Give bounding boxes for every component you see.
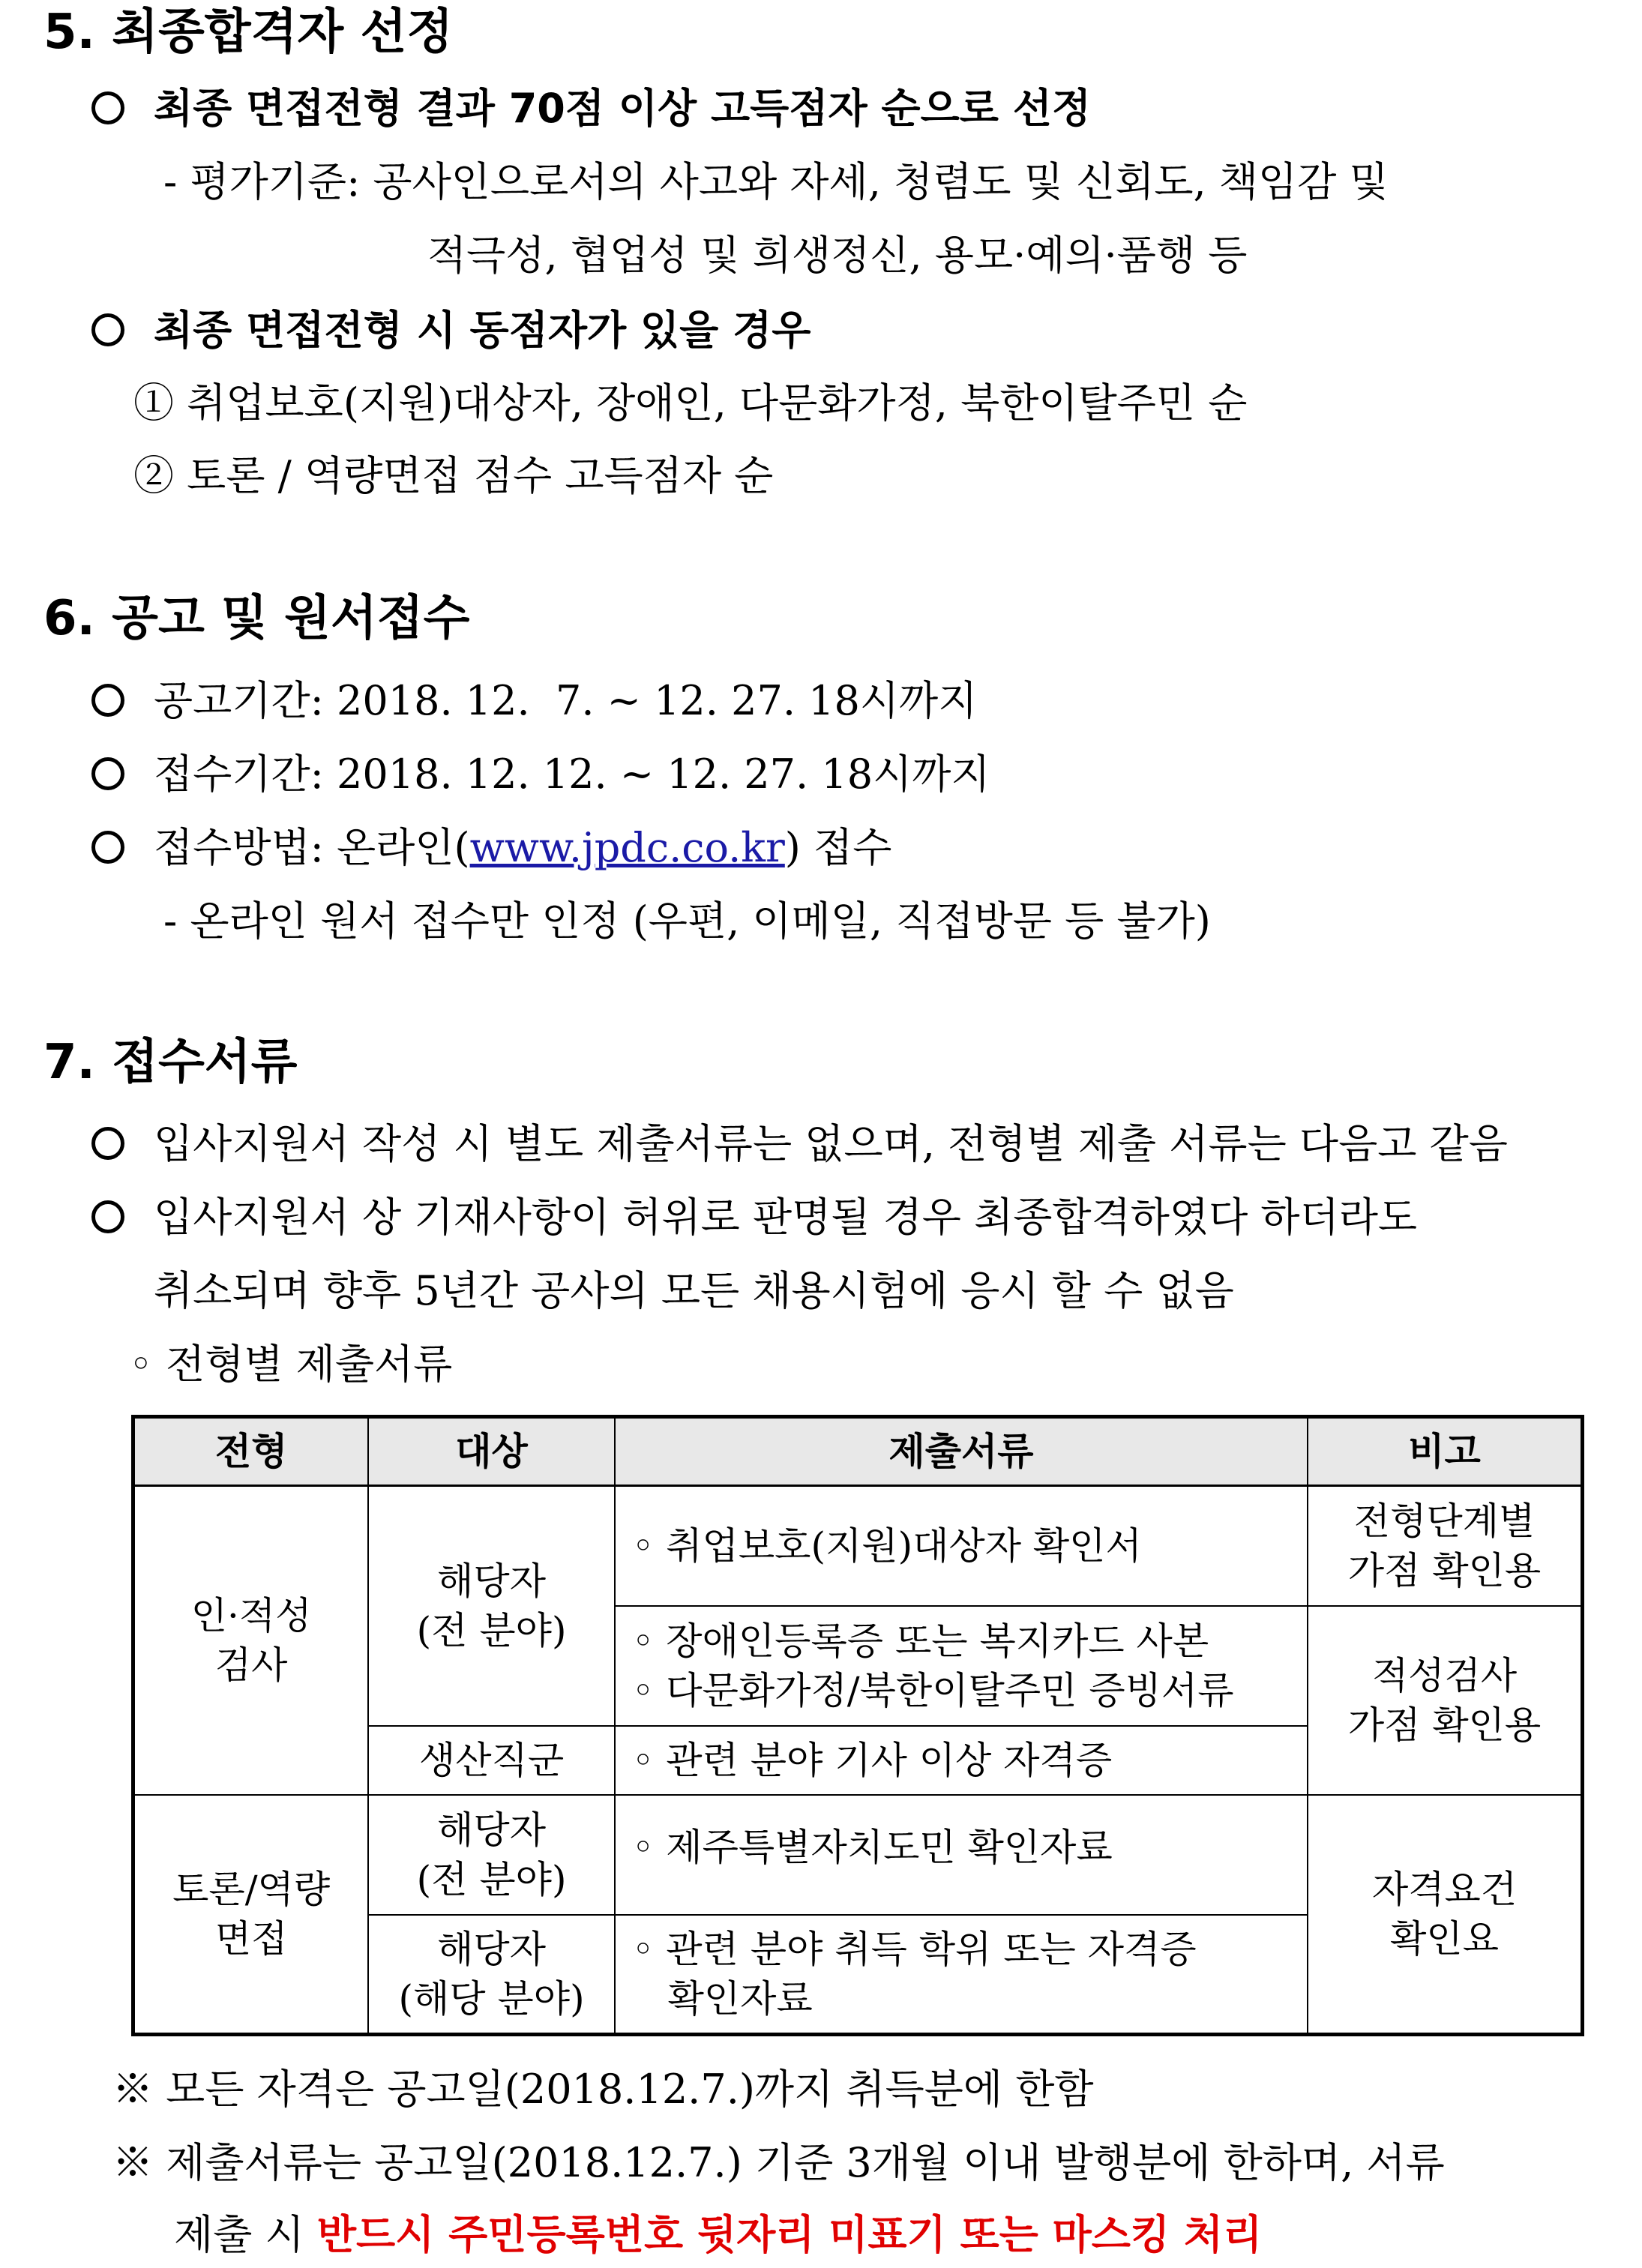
- target-cell: 생산직군: [368, 1726, 615, 1795]
- section-6-title: 6. 공고 및 원서접수: [43, 591, 470, 646]
- target-cell: 해당자 (해당 분야): [368, 1915, 615, 2035]
- target-cell: 해당자 (전 분야): [368, 1486, 615, 1726]
- sec7-table-caption: ◦ 전형별 제출서류: [129, 1341, 453, 1388]
- bullet-circle-icon: [91, 757, 124, 790]
- sec6-application-method: 접수방법: 온라인(www.jpdc.co.kr) 접수: [154, 824, 892, 871]
- bullet-circle-icon: [91, 831, 124, 864]
- sec7-bullet-1: 입사지원서 작성 시 별도 제출서류는 없으며, 전형별 제출 서류는 다음고 같음: [154, 1120, 1508, 1167]
- sec5-tie-rule-2: ② 토론 / 역량면접 점수 고득점자 순: [133, 452, 774, 499]
- document-cell: ◦ 관련 분야 기사 이상 자격증: [615, 1726, 1308, 1795]
- sec7-bullet-2-line-1: 입사지원서 상 기재사항이 허위로 판명될 경우 최종합격하였다 하더라도: [154, 1194, 1418, 1241]
- documents-table: [131, 1415, 1584, 2036]
- table-row: [133, 1486, 1583, 1606]
- sec5-criteria-line-1: - 평가기준: 공사인으로서의 사고와 자세, 청렴도 및 신회도, 책임감 및: [163, 158, 1389, 205]
- bullet-circle-icon: [91, 684, 124, 717]
- document-cell: ◦ 취업보호(지원)대상자 확인서: [615, 1486, 1308, 1606]
- header-cell: 전형: [133, 1417, 369, 1486]
- section-7-title: 7. 접수서류: [43, 1035, 298, 1090]
- sec5-tie-rule-1: ① 취업보호(지원)대상자, 장애인, 다문화가정, 북한이탈주민 순: [133, 379, 1248, 427]
- jpdc-website-link[interactable]: www.jpdc.co.kr: [469, 824, 785, 871]
- document-cell: ◦ 장애인등록증 또는 복지카드 사본 ◦ 다문화가정/북한이탈주민 증빙서류: [615, 1606, 1308, 1726]
- header-cell: 제출서류: [615, 1417, 1308, 1486]
- bullet-circle-icon: [91, 91, 124, 124]
- remark-cell: 전형단계별 가점 확인용: [1308, 1486, 1582, 1606]
- sec5-bullet-1: 최종 면접전형 결과 70점 이상 고득점자 순으로 선정: [154, 85, 1092, 132]
- remark-cell: 적성검사 가점 확인용: [1308, 1606, 1582, 1795]
- sec7-bullet-2-line-2: 취소되며 향후 5년간 공사의 모든 채용시험에 응시 할 수 없음: [154, 1267, 1234, 1314]
- bullet-circle-icon: [91, 313, 124, 346]
- sec5-bullet-2: 최종 면접전형 시 동점자가 있을 경우: [154, 307, 811, 354]
- bullet-circle-icon: [91, 1200, 124, 1233]
- header-cell: 대상: [368, 1417, 615, 1486]
- note-qualification-deadline: ※ 모든 자격은 공고일(2018.12.7.)까지 취득분에 한함: [112, 2066, 1094, 2113]
- section-5-title: 5. 최종합격자 선정: [43, 4, 454, 60]
- table-row: [133, 1795, 1583, 1915]
- sec6-notice-period: 공고기간: 2018. 12. 7. ~ 12. 27. 18시까지: [154, 677, 978, 724]
- note-documents-line-2: 제출 시 반드시 주민등록번호 뒷자리 미표기 또는 마스킹 처리: [174, 2211, 1263, 2258]
- table-header-row: [133, 1417, 1583, 1486]
- document-cell: ◦ 관련 분야 취득 학위 또는 자격증 확인자료: [615, 1915, 1308, 2035]
- document-cell: ◦ 제주특별자치도민 확인자료: [615, 1795, 1308, 1915]
- remark-cell: 자격요건 확인요: [1308, 1795, 1582, 2035]
- sec5-criteria-line-2: 적극성, 협업성 및 희생정신, 용모·예의·품행 등: [427, 232, 1248, 279]
- bullet-circle-icon: [91, 1127, 124, 1160]
- stage-discussion-interview: 토론/역량 면접: [133, 1795, 369, 2035]
- sec6-application-period: 접수기간: 2018. 12. 12. ~ 12. 27. 18시까지: [154, 751, 990, 798]
- sec6-online-only-note: - 온라인 원서 접수만 인정 (우편, 이메일, 직접방문 등 불가): [163, 897, 1211, 945]
- target-cell: 해당자 (전 분야): [368, 1795, 615, 1915]
- header-cell: 비고: [1308, 1417, 1582, 1486]
- masking-warning: 반드시 주민등록번호 뒷자리 미표기 또는 마스킹 처리: [316, 2211, 1263, 2258]
- stage-aptitude-test: 인·적성 검사: [133, 1486, 369, 1795]
- note-documents-line-1: ※ 제출서류는 공고일(2018.12.7.) 기준 3개월 이내 발행분에 한하며, 서류: [112, 2139, 1445, 2186]
